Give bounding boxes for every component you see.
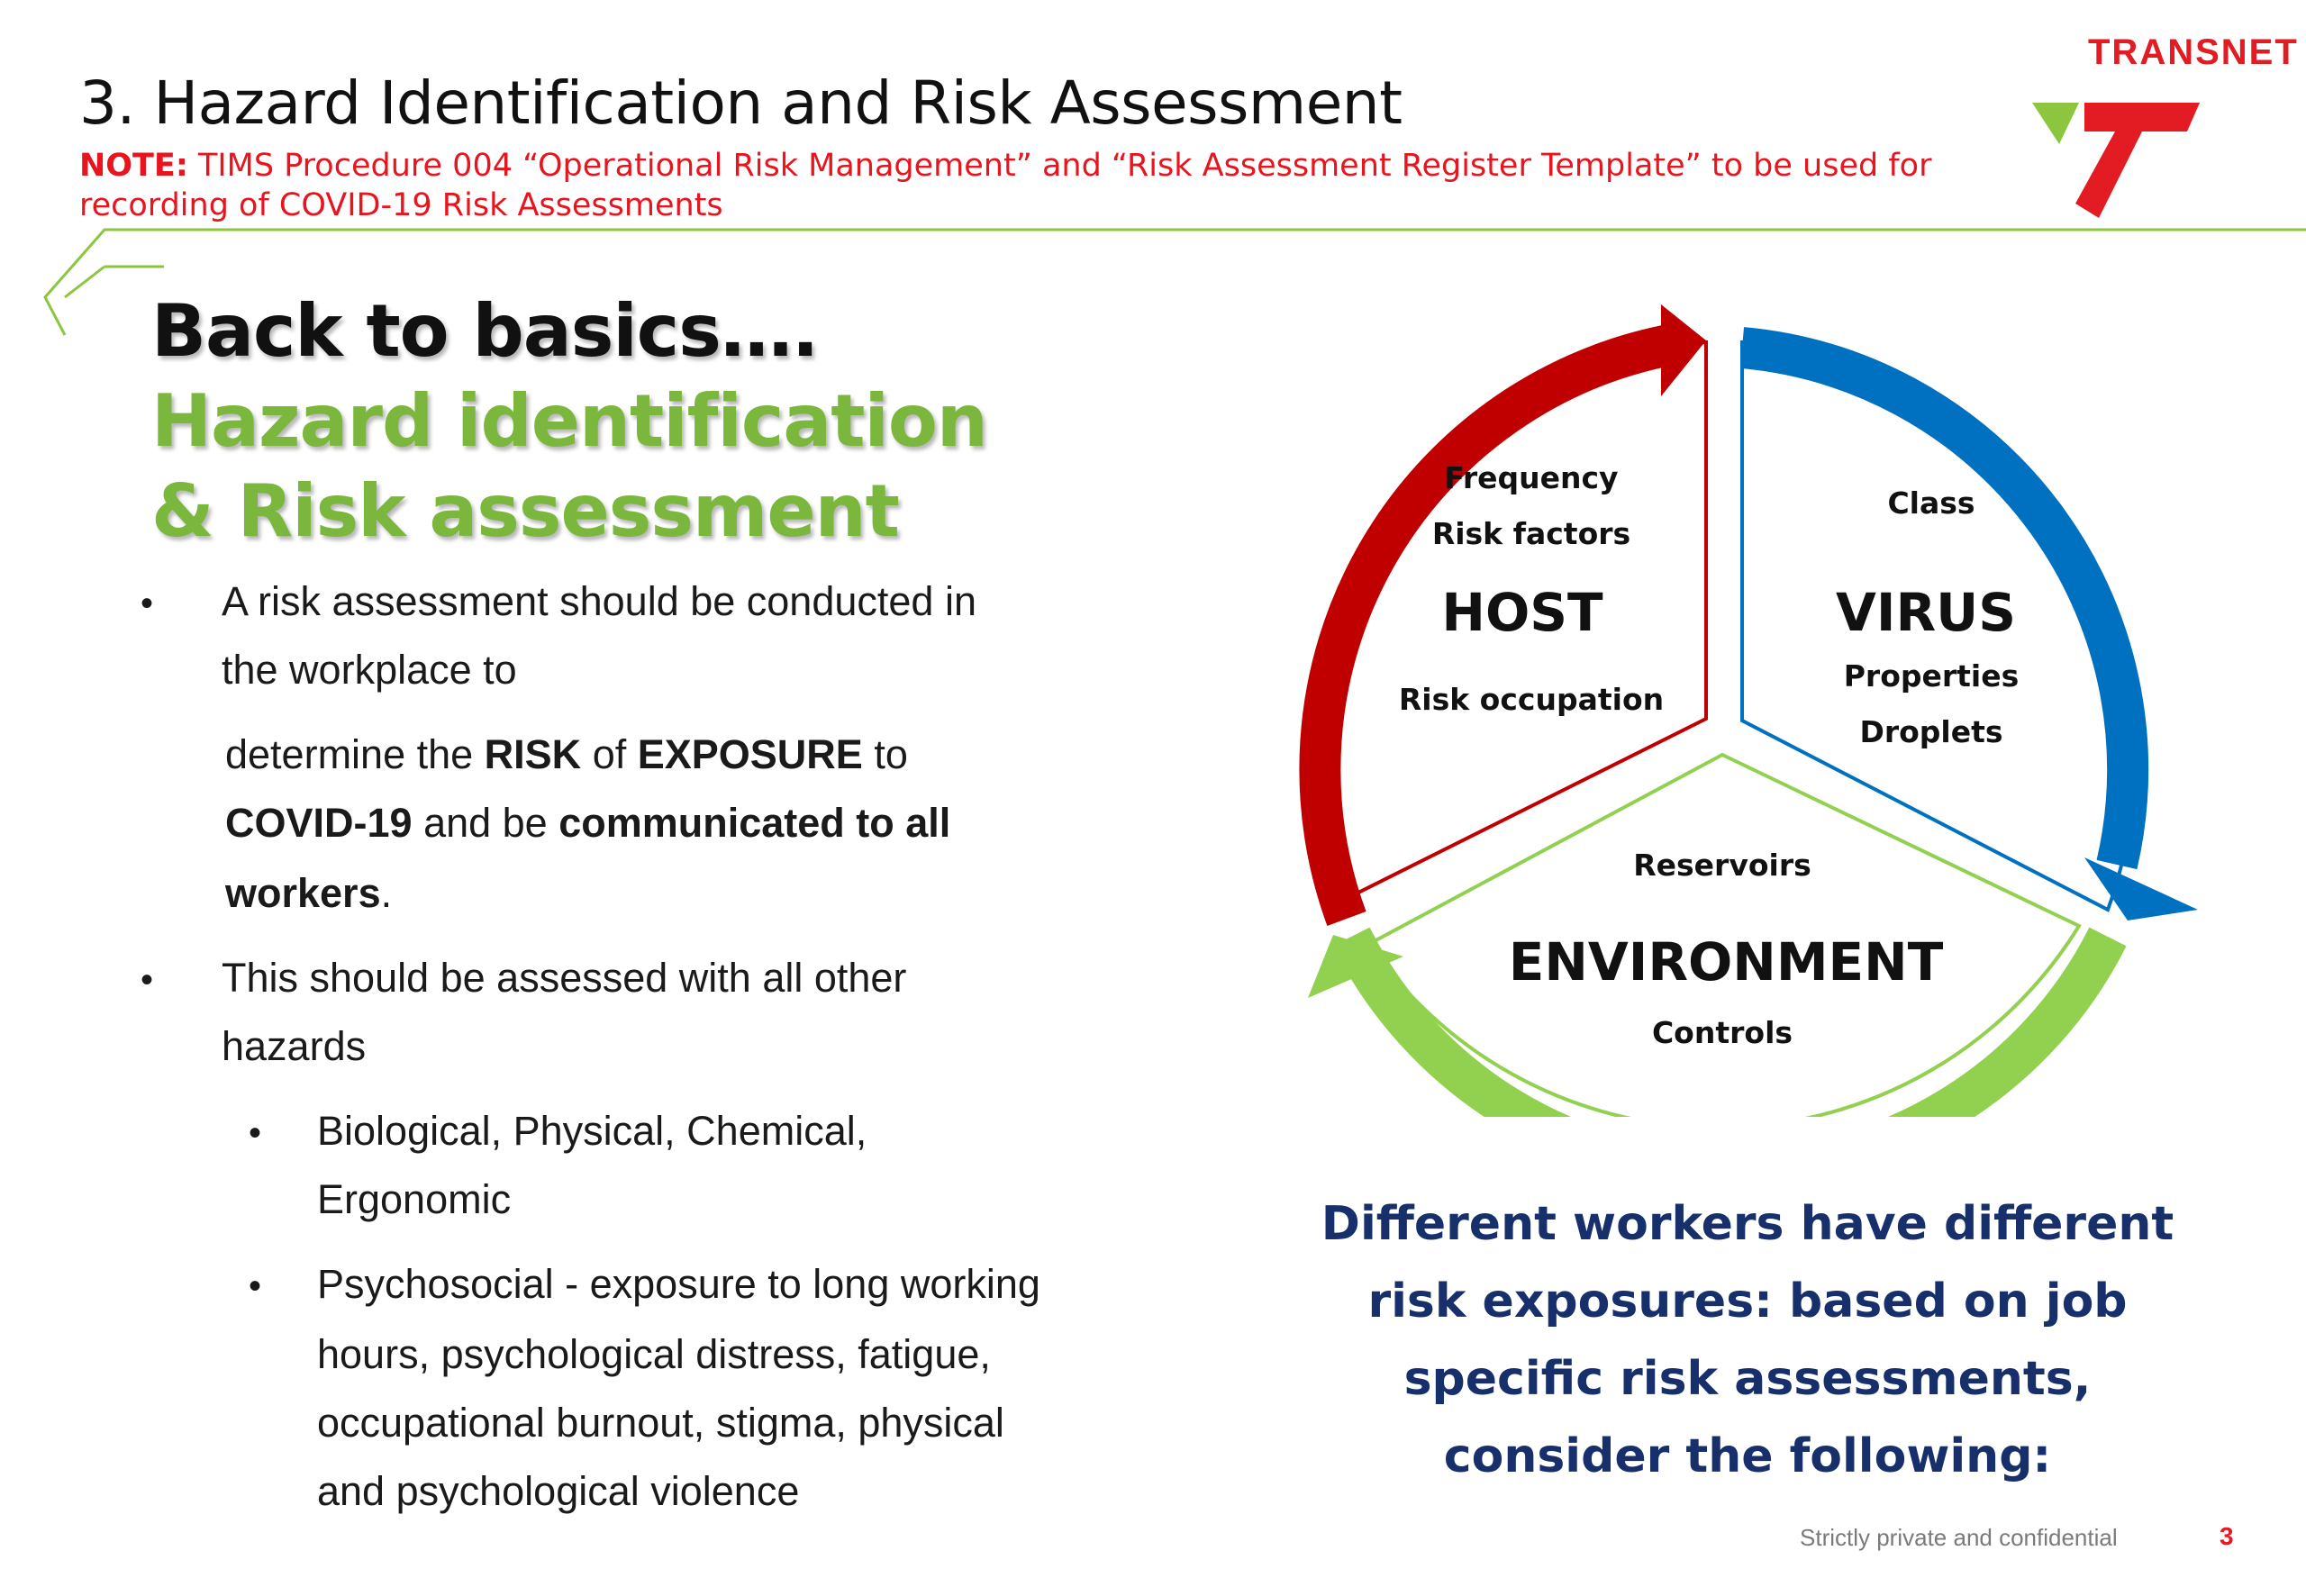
callout-line-3: specific risk assessments, <box>1403 1352 2092 1406</box>
callout-line-2: risk exposures: based on job <box>1367 1274 2128 1328</box>
host-item-2: Risk factors <box>1431 516 1631 551</box>
list-item-2-line-2: hazards <box>222 1023 367 1069</box>
list-item-1-line-2: the workplace to <box>222 647 517 693</box>
list-item-1-detail-line-3: workers. <box>225 870 393 916</box>
host-item-1: Frequency <box>1444 460 1619 495</box>
transnet-logo-icon <box>2029 94 2209 220</box>
note-body: TIMS Procedure 004 “Operational Risk Management” and “Risk Assessment Register Template” to be used for recording of COVID-19 Risk Assessments <box>79 148 1932 223</box>
virus-item-1: Class <box>1887 485 1975 521</box>
page-number: 3 <box>2220 1522 2234 1550</box>
note-label: NOTE: <box>79 148 188 184</box>
environment-item-2: Controls <box>1651 1015 1793 1050</box>
confidentiality-footer: Strictly private and confidential <box>1800 1524 2118 1551</box>
page-title: 3. Hazard Identification and Risk Assessment <box>79 68 1403 138</box>
sub-item-1-line-2: Ergonomic <box>317 1176 512 1222</box>
sub-item-2-line-4: and psychological violence <box>317 1468 800 1514</box>
headline-line-2: Hazard identification <box>151 379 987 463</box>
host-item-3: Risk occupation <box>1398 682 1665 717</box>
virus-title: VIRUS <box>1836 582 2016 643</box>
callout-line-4: consider the following: <box>1443 1429 2052 1483</box>
list-item-1-detail-line-2: COVID-19 and be communicated to all <box>225 800 951 846</box>
bullet-marker: • <box>141 584 154 623</box>
sub-item-1-line-1: Biological, Physical, Chemical, <box>317 1108 867 1154</box>
sub-item-2-line-1: Psychosocial - exposure to long working <box>317 1261 1040 1307</box>
callout-text <box>1297 1185 2198 1495</box>
host-title: HOST <box>1441 582 1603 643</box>
headline-line-3: & Risk assessment <box>151 469 899 553</box>
callout-line-1: Different workers have different <box>1321 1197 2174 1251</box>
logo-wordmark: TRANSNET <box>2088 32 2299 72</box>
bullet-marker: • <box>141 960 154 1000</box>
environment-item-1: Reservoirs <box>1633 848 1811 883</box>
sub-bullet-marker: • <box>249 1113 262 1153</box>
sub-bullet-marker: • <box>249 1266 262 1306</box>
environment-title: ENVIRONMENT <box>1508 931 1944 993</box>
headline-line-1: Back to basics…. <box>151 289 819 373</box>
list-item-1-line-1: A risk assessment should be conducted in <box>222 578 976 624</box>
list-item-1-detail-line-1: determine the RISK of EXPOSURE to <box>225 731 908 777</box>
list-item-2-line-1: This should be assessed with all other <box>222 955 907 1001</box>
virus-item-3: Droplets <box>1859 714 2003 749</box>
note-text <box>79 146 2007 225</box>
sub-item-2-line-2: hours, psychological distress, fatigue, <box>317 1331 991 1377</box>
epidemiological-triad-diagram <box>1225 288 2234 1117</box>
headline <box>151 286 987 557</box>
virus-item-2: Properties <box>1843 658 2020 694</box>
sub-item-2-line-3: occupational burnout, stigma, physical <box>317 1400 1004 1446</box>
